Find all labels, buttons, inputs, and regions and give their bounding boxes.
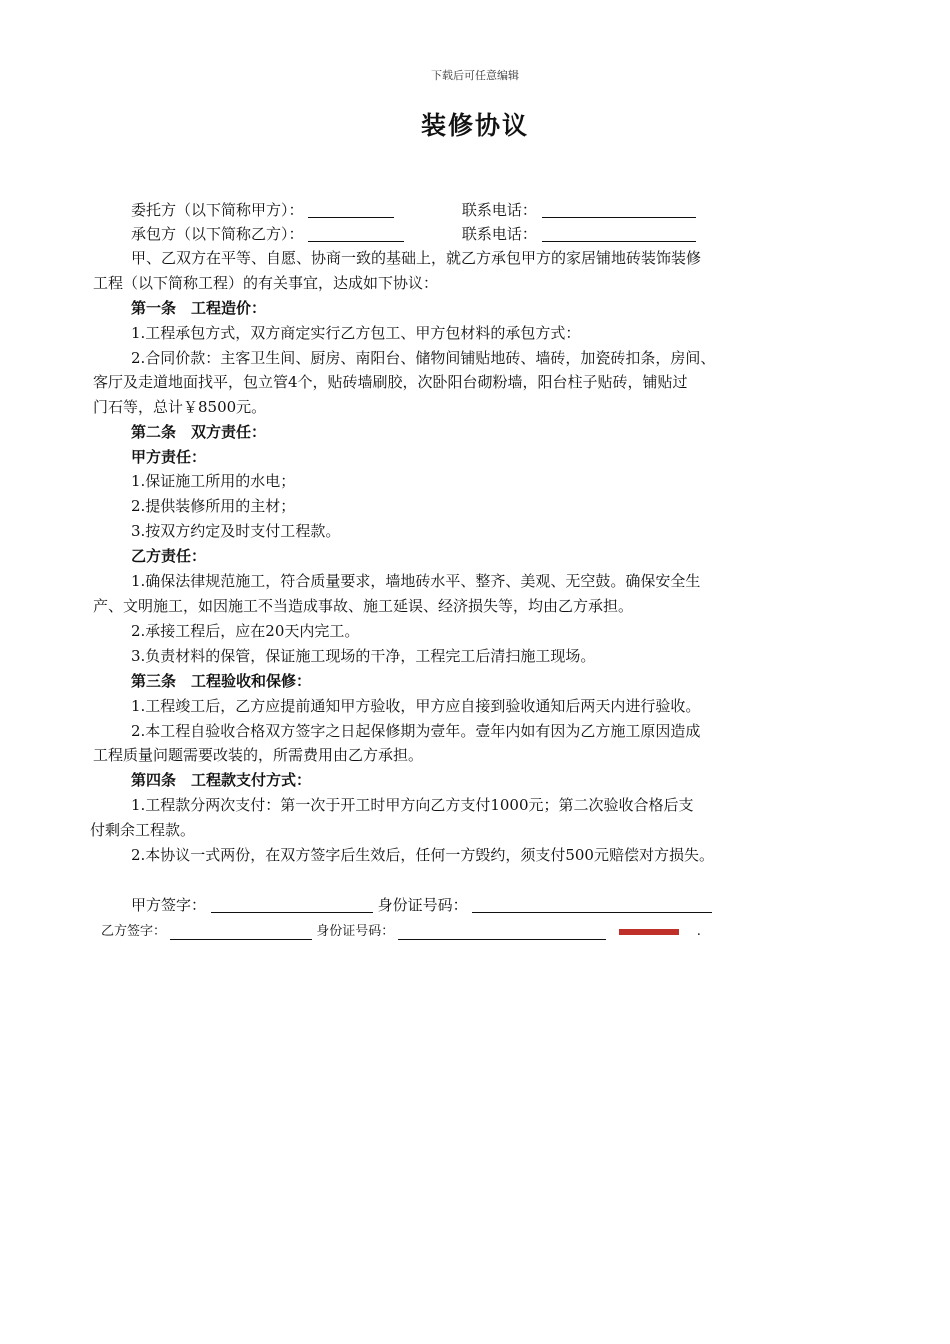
party-a-label: 委托方（以下简称甲方）： xyxy=(131,201,304,219)
party-b-line xyxy=(131,222,696,246)
party-a-id-field[interactable] xyxy=(472,896,712,913)
header-note: 下载后可任意编辑 xyxy=(431,69,519,82)
article1-item1: 1.工程承包方式，双方商定实行乙方包工、甲方包材料的承包方式： xyxy=(131,324,581,342)
party-a-sign-field[interactable] xyxy=(211,896,373,913)
article2-a-heading: 甲方责任： xyxy=(131,448,207,466)
party-b-phone-field[interactable] xyxy=(542,225,696,242)
article3-item2-line1: 2.本工程自验收合格双方签字之日起保修期为壹年。壹年内如有因为乙方施工原因造成 xyxy=(131,722,701,740)
party-b-id-field[interactable] xyxy=(398,926,606,940)
article3-item1: 1.工程竣工后，乙方应提前通知甲方验收，甲方应自接到验收通知后两天内进行验收。 xyxy=(131,697,701,715)
article2-b-item1-line1: 1.确保法律规范施工，符合质量要求，墙地砖水平、整齐、美观、无空鼓。确保安全生 xyxy=(131,572,701,590)
article4-item1-line1: 1.工程款分两次支付：第一次于开工时甲方向乙方支付1000元；第二次验收合格后支 xyxy=(131,796,694,814)
article4-item1-line2: 付剩余工程款。 xyxy=(90,821,196,839)
article3-item2-line2: 工程质量问题需要改装的，所需费用由乙方承担。 xyxy=(93,746,424,764)
article1-item2-line1: 2.合同价款：主客卫生间、厨房、南阳台、储物间铺贴地砖、墙砖，加瓷砖扣条，房间、 xyxy=(131,349,716,367)
party-b-end-mark: . xyxy=(696,924,701,939)
party-a-id-label: 身份证号码： xyxy=(377,896,468,914)
party-b-name-field[interactable] xyxy=(308,225,404,242)
party-a-line xyxy=(131,198,696,222)
party-a-name-field[interactable] xyxy=(308,201,394,218)
intro-line-1: 甲、乙双方在平等、自愿、协商一致的基础上，就乙方承包甲方的家居铺地砖装饰装修 xyxy=(131,249,702,267)
article2-a-item3: 3.按双方约定及时支付工程款。 xyxy=(131,522,341,540)
party-a-phone-field[interactable] xyxy=(542,201,696,218)
red-seal-mark xyxy=(619,929,679,935)
article2-b-item1-line2: 产、文明施工，如因施工不当造成事故、施工延误、经济损失等，均由乙方承担。 xyxy=(93,597,634,615)
party-b-id-label: 身份证号码： xyxy=(316,924,395,939)
article2-heading: 第二条 双方责任： xyxy=(131,423,267,441)
article4-item2: 2.本协议一式两份，在双方签字后生效后，任何一方毁约，须支付500元赔偿对方损失。 xyxy=(131,846,714,864)
party-a-phone-label: 联系电话： xyxy=(461,201,537,219)
article1-item2-line2: 客厅及走道地面找平，包立管4个，贴砖墙刷胶，次卧阳台砌粉墙，阳台柱子贴砖，铺贴过 xyxy=(93,373,688,391)
party-b-sign-label: 乙方签字： xyxy=(101,924,167,939)
party-b-label: 承包方（以下简称乙方）： xyxy=(131,225,304,243)
article4-heading: 第四条 工程款支付方式： xyxy=(131,771,312,789)
article2-a-item1: 1.保证施工所用的水电； xyxy=(131,472,296,490)
article2-b-item3: 3.负责材料的保管，保证施工现场的干净，工程完工后清扫施工现场。 xyxy=(131,647,596,665)
article2-b-heading: 乙方责任： xyxy=(131,547,207,565)
article2-b-item2: 2.承接工程后，应在20天内完工。 xyxy=(131,622,360,640)
article3-heading: 第三条 工程验收和保修： xyxy=(131,672,312,690)
party-b-sign-field[interactable] xyxy=(170,926,312,940)
party-b-phone-label: 联系电话： xyxy=(461,225,537,243)
party-a-signature-line xyxy=(131,893,712,917)
party-a-sign-label: 甲方签字： xyxy=(131,896,207,914)
intro-line-2: 工程（以下简称工程）的有关事宜，达成如下协议： xyxy=(93,274,439,292)
article1-item2-line3: 门石等，总计￥8500元。 xyxy=(93,398,267,416)
article2-a-item2: 2.提供装修所用的主材； xyxy=(131,497,296,515)
article1-heading: 第一条 工程造价： xyxy=(131,299,267,317)
page-title: 装修协议 xyxy=(420,111,529,140)
party-b-signature-line xyxy=(101,920,701,944)
